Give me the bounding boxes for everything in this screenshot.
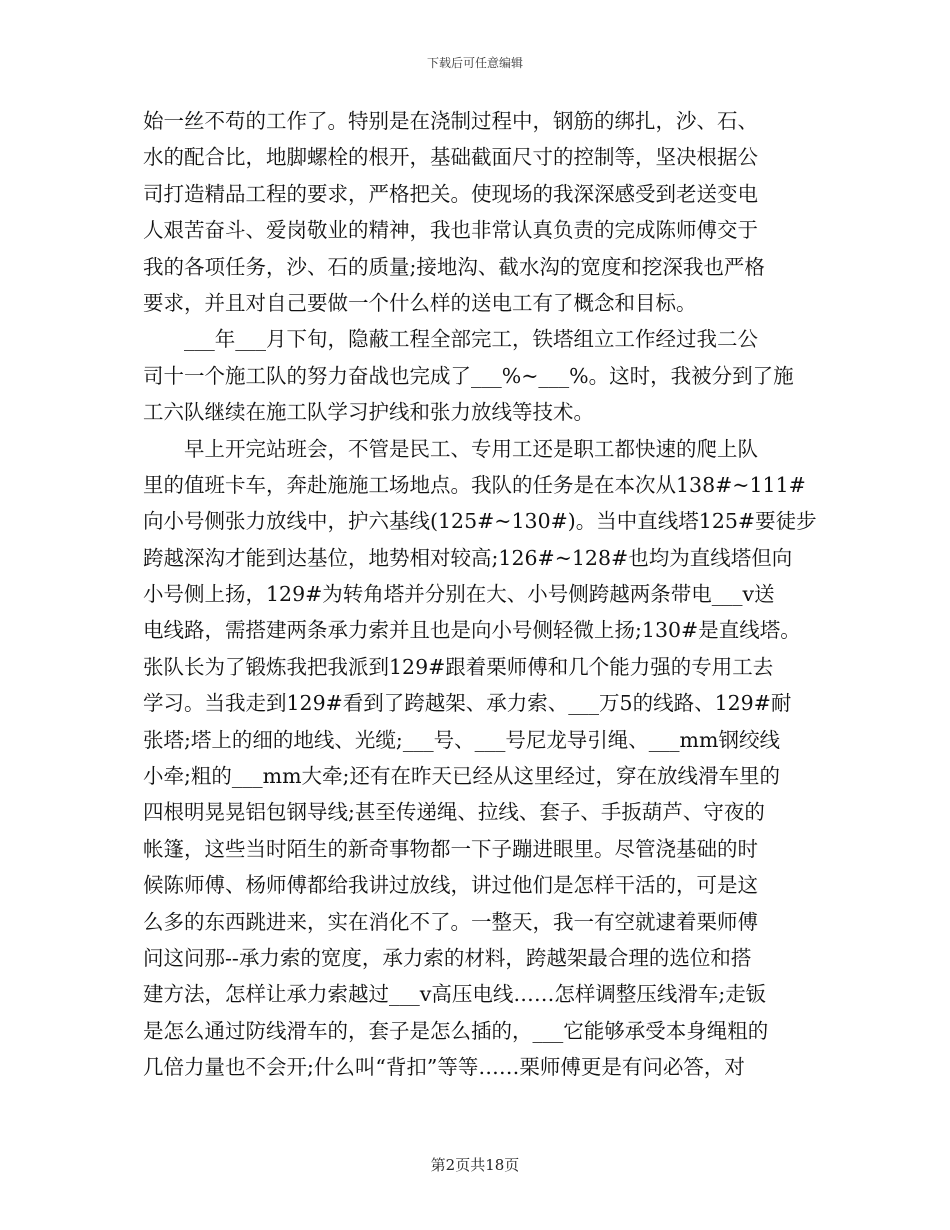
text-line: 张塔;塔上的细的地线、光缆;___号、___号尼龙导引绳、___mm钢绞线	[143, 727, 780, 752]
text-line: 始一丝不苟的工作了。特别是在浇制过程中，钢筋的绑扎，沙、石、	[143, 109, 758, 133]
text-line: 司打造精品工程的要求，严格把关。使现场的我深深感受到老送变电	[143, 181, 758, 206]
text-line: 水的配合比，地脚螺栓的根开，基础截面尺寸的控制等，坚决根据公	[143, 145, 758, 170]
text-line: 跨越深沟才能到达基位，地势相对较高;126#~128#也均为直线塔但向	[143, 545, 793, 570]
text-line: 四根明晃晃铝包钢导线;甚至传递绳、拉线、套子、手扳葫芦、守夜的	[143, 800, 765, 825]
text-line: 么多的东西跳进来，实在消化不了。一整天，我一有空就逮着栗师傅	[143, 909, 758, 934]
text-line: ___年___月下旬，隐蔽工程全部完工，铁塔组立工作经过我二公	[143, 327, 758, 352]
page-footer: 第2页共18页	[430, 1156, 520, 1174]
text-line: 里的值班卡车，奔赴施施工场地点。我队的任务是在本次从138#~111#	[143, 472, 806, 497]
text-line: 早上开完站班会，不管是民工、专用工还是职工都快速的爬上队	[143, 436, 758, 461]
text-line: 几倍力量也不会开;什么叫“背扣”等等……栗师傅更是有问必答，对	[143, 1055, 745, 1080]
text-line: 小号侧上扬，129#为转角塔并分别在大、小号侧跨越两条带电___v送	[143, 582, 775, 607]
text-line: 我的各项任务，沙、石的质量;接地沟、截水沟的宽度和挖深我也严格	[143, 254, 765, 279]
text-line: 张队长为了锻炼我把我派到129#跟着栗师傅和几个能力强的专用工去	[143, 654, 774, 679]
page-header: 下载后可任意编辑	[426, 56, 523, 70]
text-line: 工六队继续在施工队学习护线和张力放线等技术。	[143, 400, 594, 425]
text-line: 候陈师傅、杨师傅都给我讲过放线，讲过他们是怎样干活的，可是这	[143, 873, 758, 898]
text-line: 是怎么通过防线滑车的，套子是怎么插的，___它能够承受本身绳粗的	[143, 1018, 769, 1043]
text-line: 司十一个施工队的努力奋战也完成了___%~___%。这时，我被分到了施	[143, 363, 794, 388]
text-line: 电线路，需搭建两条承力索并且也是向小号侧轻微上扬;130#是直线塔。	[143, 618, 801, 643]
body-text	[143, 103, 818, 1086]
text-line: 学习。当我走到129#看到了跨越架、承力索、___万5的线路、129#耐	[143, 691, 792, 716]
text-line: 人艰苦奋斗、爱岗敬业的精神，我也非常认真负责的完成陈师傅交于	[143, 218, 758, 243]
text-line: 小牵;粗的___mm大牵;还有在昨天已经从这里经过，穿在放线滑车里的	[143, 764, 780, 789]
text-line: 要求，并且对自己要做一个什么样的送电工有了概念和目标。	[143, 290, 697, 315]
text-line: 问这问那--承力索的宽度，承力索的材料，跨越架最合理的选位和搭	[143, 945, 752, 970]
text-line: 建方法，怎样让承力索越过___v高压电线……怎样调整压线滑车;走钣	[143, 982, 767, 1007]
text-line: 向小号侧张力放线中，护六基线(125#~130#)。当中直线塔125#要徒步	[143, 509, 817, 534]
text-line: 帐篷，这些当时陌生的新奇事物都一下子蹦进眼里。尽管浇基础的时	[143, 836, 758, 861]
